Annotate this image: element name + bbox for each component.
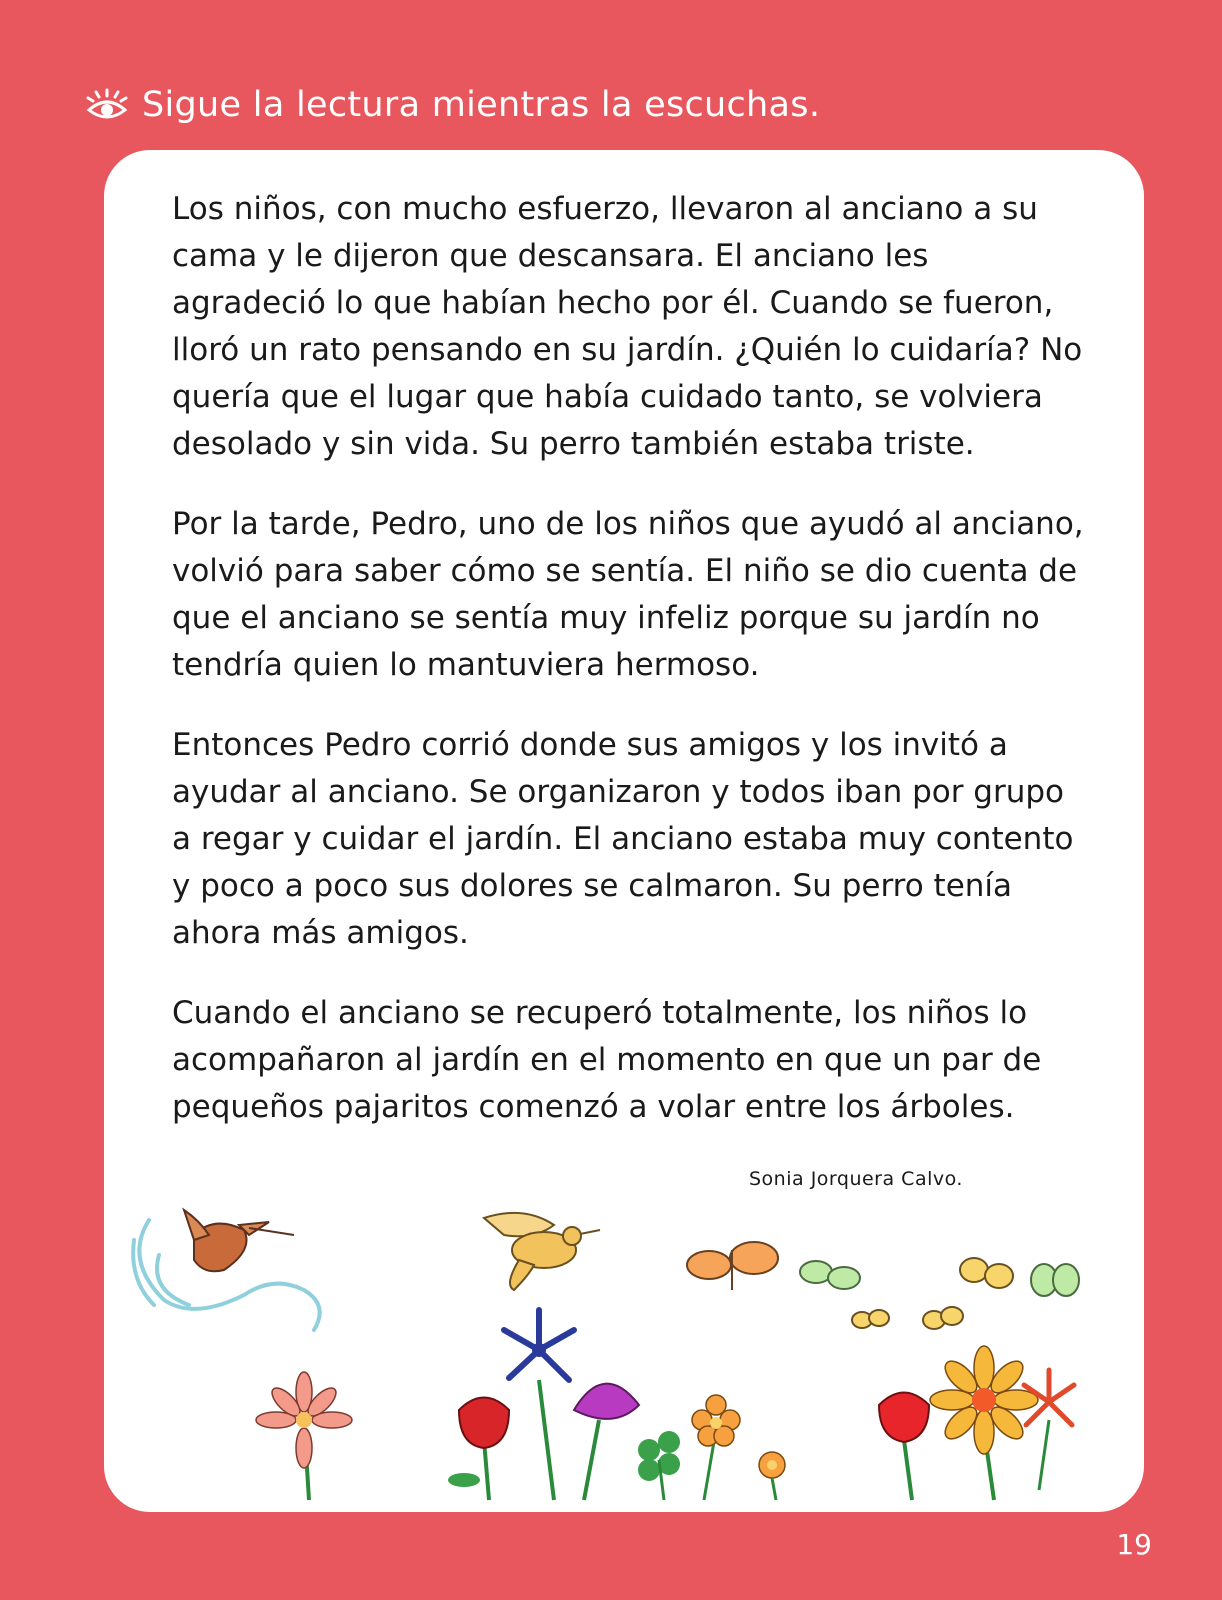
eye-icon	[86, 88, 128, 122]
bird-left-icon	[184, 1210, 294, 1271]
page-number: 19	[1116, 1528, 1152, 1561]
story-paragraph-4: Cuando el anciano se recuperó totalmente, los niños lo acompañaron al jardín en el momento en que un par de pequeños pajaritos comenzó a volar entre los árboles.	[172, 995, 1042, 1125]
butterfly-green-right-icon	[1031, 1264, 1079, 1296]
story-paragraph-2: Por la tarde, Pedro, uno de los niños que ayudó al anciano, volvió para saber cómo se sentía. El niño se dio cuenta de que el anciano se sentía muy infeliz porque su jardín no tendría quien lo mantuviera hermoso.	[172, 506, 1084, 683]
rose-red-right-icon	[879, 1393, 929, 1501]
story-text	[172, 186, 1092, 1164]
butterfly-orange-icon	[687, 1242, 778, 1290]
story-paragraph-1: Los niños, con mucho esfuerzo, llevaron al anciano a su cama y le dijeron que descansara. El anciano les agradeció lo que habían hecho por él. Cuando se fueron, lloró un rato pensando en su jardín. ¿Quién lo cuidaría? No quería que el lugar que había cuidado tanto, se volviera desolado y sin vida. Su perro también estaba triste.	[172, 191, 1083, 462]
butterfly-yellow-icon	[923, 1258, 1013, 1329]
flower-orange-small-icon	[692, 1395, 785, 1500]
garden-illustration	[104, 1180, 1144, 1512]
hummingbird-icon	[484, 1213, 600, 1290]
flower-pink-icon	[256, 1372, 352, 1500]
story-paragraph-3: Entonces Pedro corrió donde sus amigos y los invitó a ayudar al anciano. Se organizaron y todos iban por grupo a regar y cuidar el jardín. El anciano estaba muy contento y poco a poco sus dolores se calmaron. Su perro tenía ahora más amigos.	[172, 727, 1074, 951]
flower-yellow-icon	[930, 1346, 1038, 1500]
flower-purple-icon	[574, 1384, 639, 1500]
flower-blue-icon	[504, 1310, 574, 1500]
clover-green-icon	[638, 1431, 680, 1500]
instruction-text: Sigue la lectura mientras la escuchas.	[142, 85, 821, 125]
story-card	[104, 150, 1144, 1512]
reading-instruction	[86, 80, 820, 130]
rose-red-icon	[448, 1398, 509, 1501]
butterfly-green-icon	[800, 1261, 860, 1289]
flower-red-spiky-icon	[1024, 1370, 1074, 1490]
story-author: Sonia Jorquera Calvo.	[749, 1168, 963, 1190]
butterfly-yellow-small-icon	[852, 1310, 889, 1328]
